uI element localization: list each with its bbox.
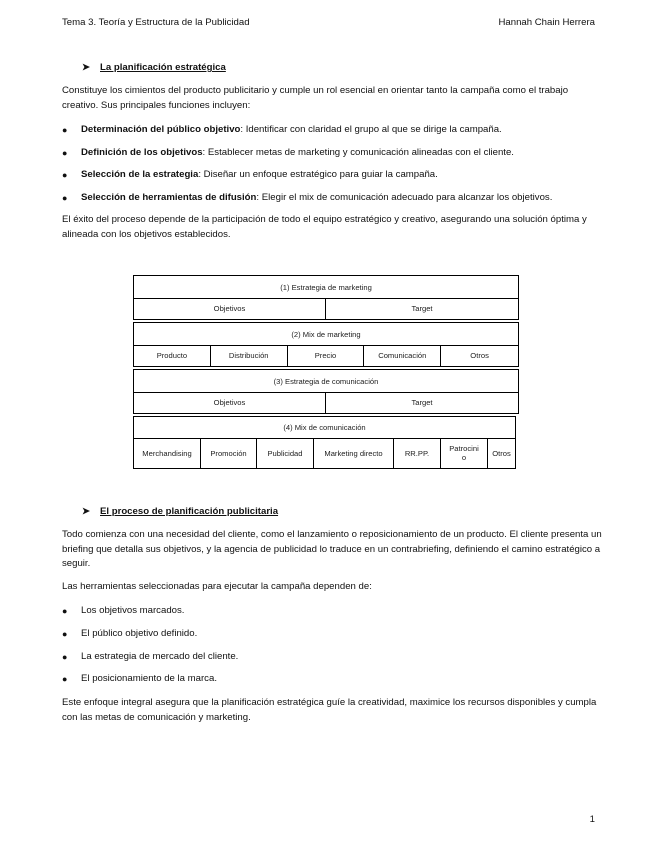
section-heading-proceso — [82, 506, 278, 517]
diagram-block-communication-strategy — [133, 369, 519, 414]
arrow-bullet-icon: ➤ — [82, 62, 91, 73]
diagram-cell: Target — [411, 304, 433, 313]
list-item-text: Los objetivos marcados. — [81, 605, 185, 616]
bullet-dot-icon: ● — [62, 674, 68, 684]
diagram-cell: Target — [411, 398, 433, 407]
author-name: Hannah Chain Herrera — [498, 17, 595, 28]
diagram-block-title: (1) Estrategia de marketing — [280, 282, 372, 292]
diagram-cell: RR.PP. — [394, 438, 441, 468]
list-item-term: Definición de los objetivos — [81, 147, 203, 158]
section2-intro: Todo comienza con una necesidad del cliente, como el lanzamiento o reposicionamiento de un producto. El cliente presenta un briefing que detalla sus objetivos, y la agencia de publicidad lo traduce en un contrabriefing, definiendo el camino estratégico a seguir. — [62, 529, 602, 569]
diagram-cell: Comunicación — [364, 345, 441, 366]
bullet-dot-icon: ● — [62, 652, 68, 662]
diagram-block-title: (2) Mix de marketing — [291, 329, 361, 339]
diagram-cell: Patrocinio — [441, 438, 488, 468]
list-item-desc: : Elegir el mix de comunicación adecuado para alcanzar los objetivos. — [256, 192, 553, 203]
section1-intro: Constituye los cimientos del producto publicitario y cumple un rol esencial en orientar tanto la campaña como el trabajo creativo. Sus principales funciones incluyen: — [62, 85, 569, 111]
diagram-block-marketing-strategy — [133, 275, 519, 320]
section-title: El proceso de planificación publicitaria — [100, 506, 279, 517]
diagram-cell: Otros — [470, 351, 489, 360]
diagram-cell: Promoción — [201, 438, 257, 468]
list-item-desc: : Identificar con claridad el grupo al que se dirige la campaña. — [240, 124, 502, 135]
section-heading-planificacion — [82, 62, 226, 73]
diagram-cell: Publicidad — [257, 438, 314, 468]
bullet-dot-icon: ● — [62, 148, 68, 158]
bullet-dot-icon: ● — [62, 606, 68, 616]
list-item-term: Selección de herramientas de difusión — [81, 192, 257, 203]
section2-closing: Este enfoque integral asegura que la planificación estratégica guíe la creatividad, maximice los recursos disponibles y cumpla con las metas de comunicación y marketing. — [62, 697, 597, 723]
list-item-term: Determinación del público objetivo — [81, 124, 241, 135]
page-number: 1 — [589, 814, 595, 825]
section-title: La planificación estratégica — [100, 62, 226, 73]
bullet-dot-icon: ● — [62, 193, 68, 203]
list-item-desc: : Diseñar un enfoque estratégico para guiar la campaña. — [198, 169, 438, 180]
bullet-dot-icon: ● — [62, 125, 68, 135]
section2-lead: Las herramientas seleccionadas para ejecutar la campaña dependen de: — [62, 581, 372, 592]
list-item-desc: : Establecer metas de marketing y comunicación alineadas con el cliente. — [202, 147, 514, 158]
diagram-cell: Distribución — [211, 345, 288, 366]
diagram-block-communication-mix — [133, 416, 516, 469]
bullet-dot-icon: ● — [62, 170, 68, 180]
diagram-block-title: (4) Mix de comunicación — [283, 423, 366, 432]
diagram-cell: Merchandising — [134, 438, 201, 468]
document-title: Tema 3. Teoría y Estructura de la Publicidad — [62, 17, 250, 28]
diagram-cell: Producto — [134, 345, 211, 366]
arrow-bullet-icon: ➤ — [82, 506, 91, 517]
diagram-cell: Objetivos — [134, 298, 326, 319]
diagram-cell: Objetivos — [134, 392, 326, 413]
list-item-text: El posicionamiento de la marca. — [81, 673, 217, 684]
page-header — [62, 17, 595, 31]
diagram-block-marketing-mix — [133, 322, 519, 367]
list-item-text: El público objetivo definido. — [81, 628, 198, 639]
diagram-cell: Precio — [288, 345, 365, 366]
list-item-term: Selección de la estrategia — [81, 169, 199, 180]
diagram-cell: Marketing directo — [314, 438, 394, 468]
diagram-cell: Otros — [492, 448, 511, 458]
diagram-block-title: (3) Estrategia de comunicación — [273, 376, 379, 386]
bullet-dot-icon: ● — [62, 629, 68, 639]
list-item-text: La estrategia de mercado del cliente. — [81, 651, 239, 662]
section1-closing: El éxito del proceso depende de la participación de todo el equipo estratégico y creativo, asegurando una solución óptima y alineada con los objetivos establecidos. — [62, 214, 587, 240]
